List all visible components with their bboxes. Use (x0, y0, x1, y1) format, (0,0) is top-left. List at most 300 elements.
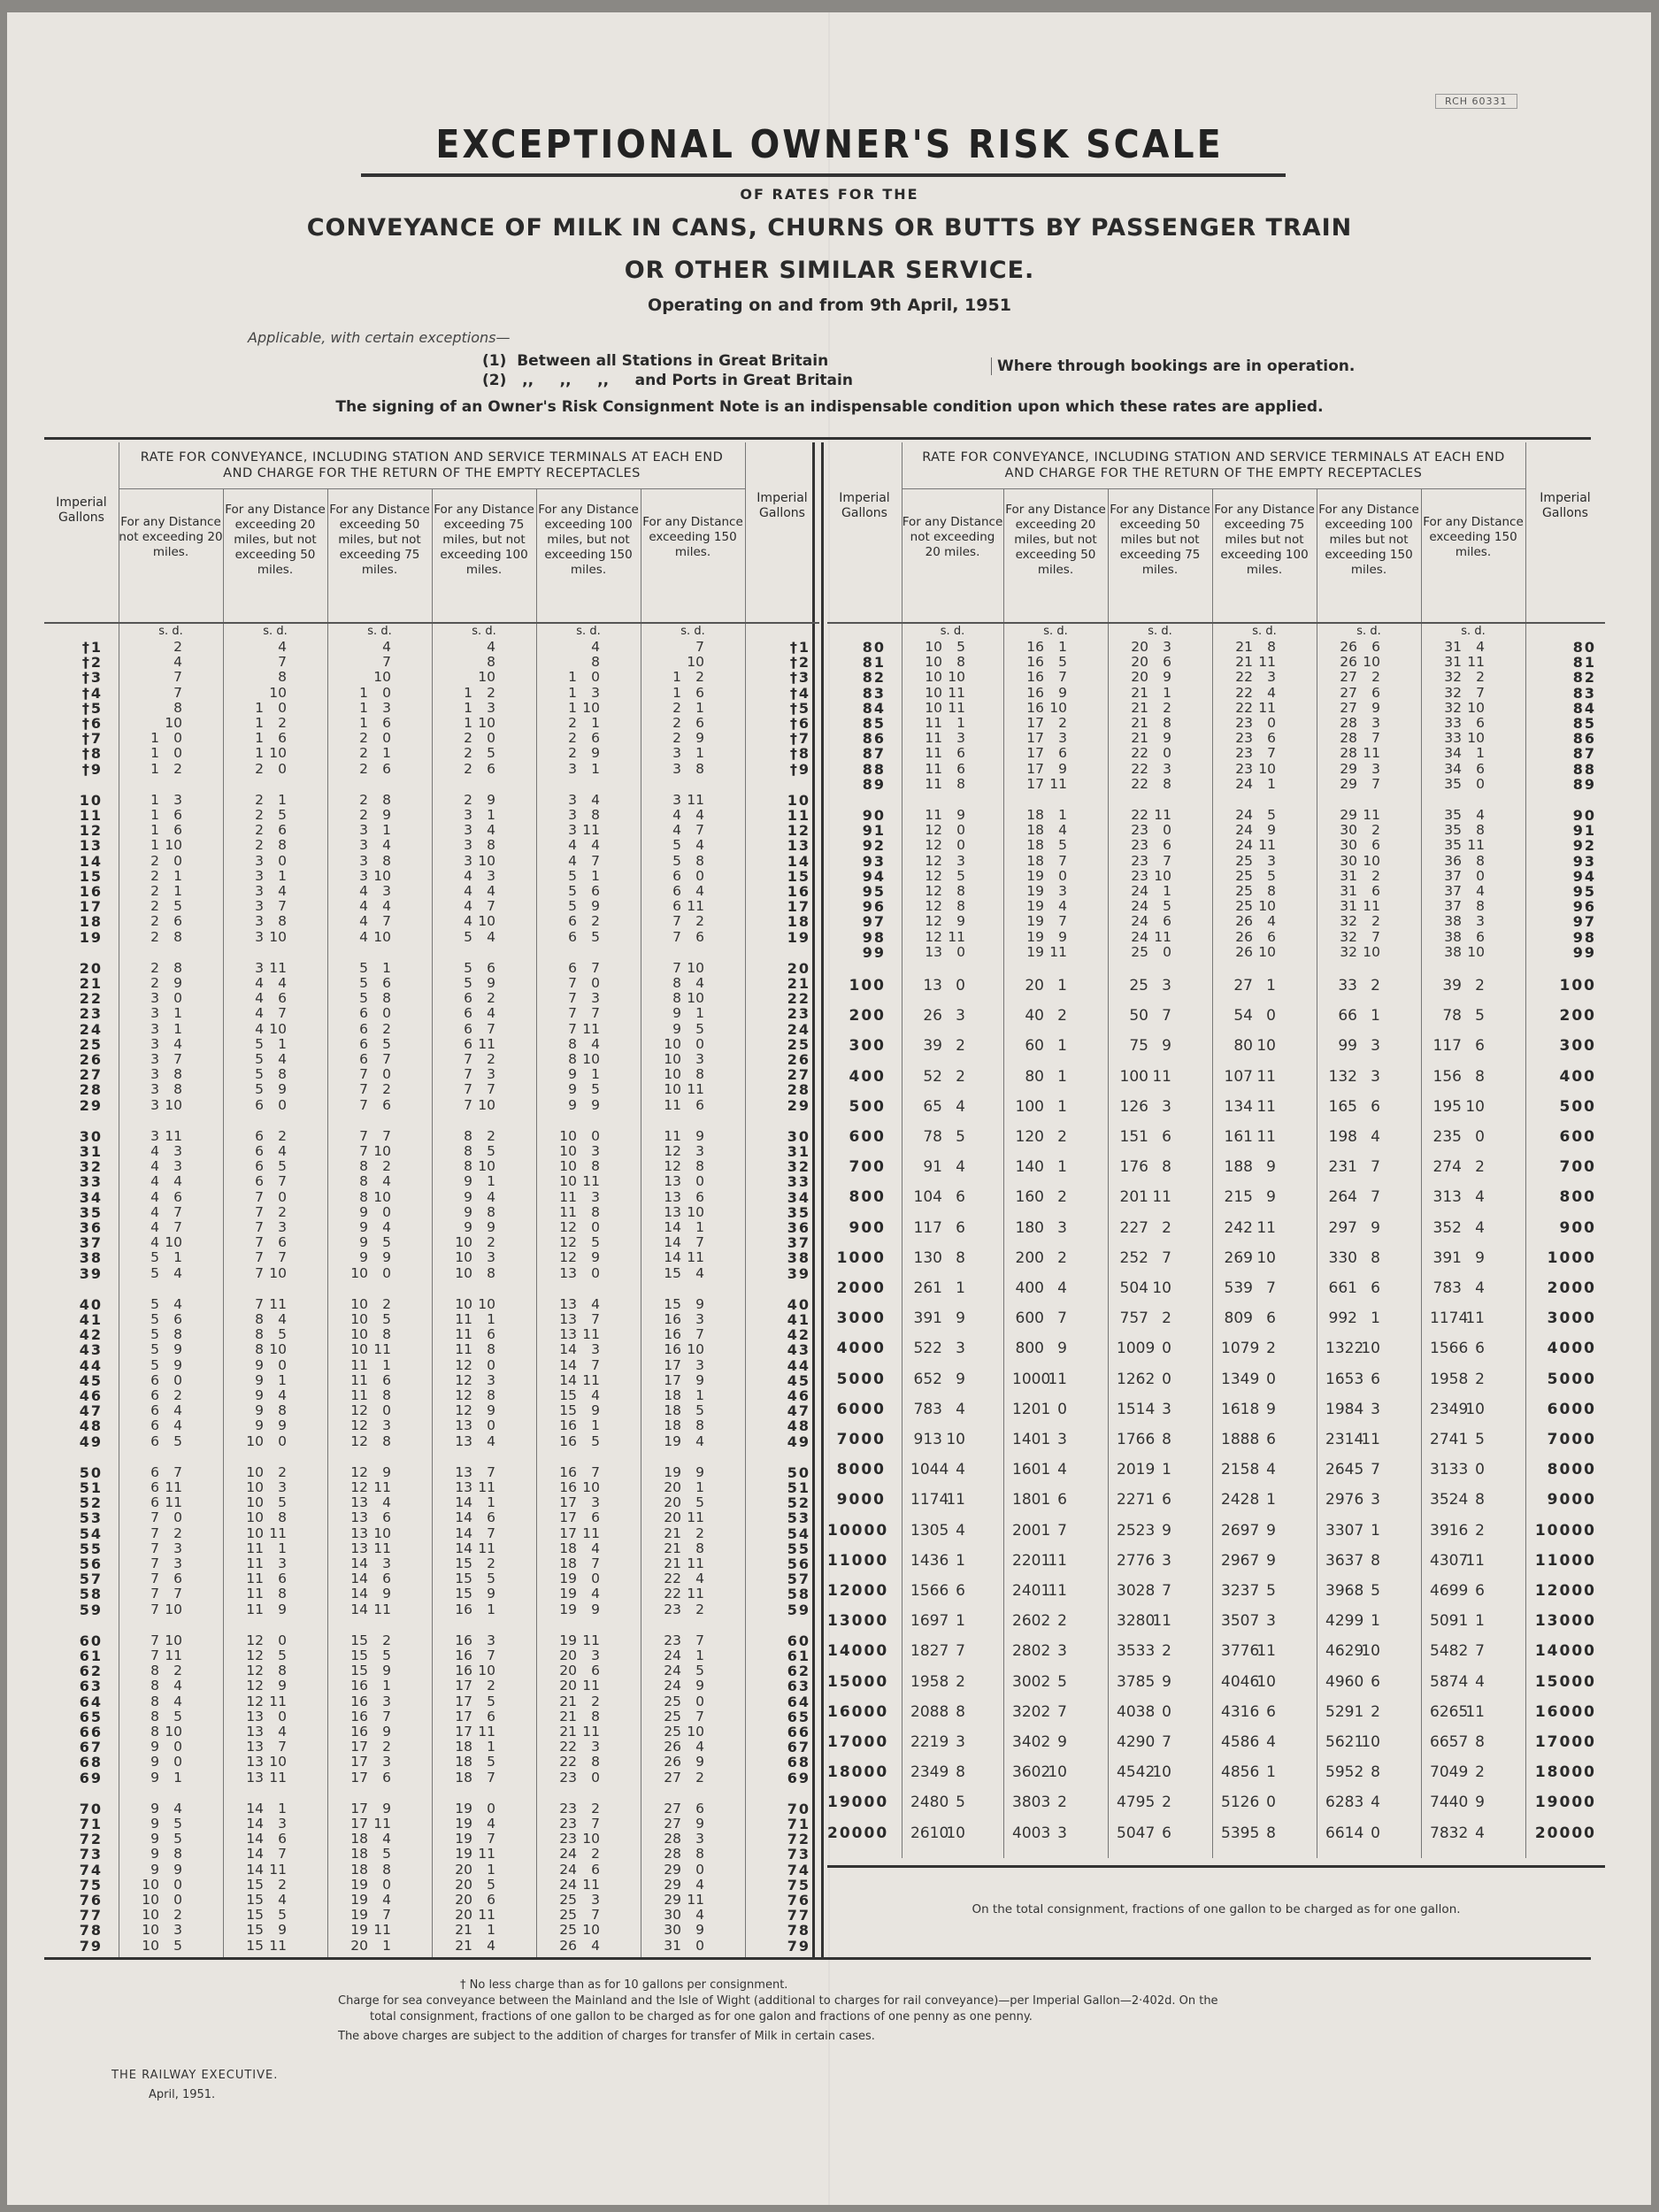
rate-cell: 10 2 (455, 1234, 495, 1251)
row-gallons: 96 (862, 898, 886, 916)
rate-cell: 7049 2 (1430, 1763, 1485, 1782)
rate-cell: 1 2 (255, 715, 287, 731)
rate-cell: 9 5 (359, 1234, 391, 1251)
column-rule (327, 488, 328, 1957)
rate-cell: 3 8 (672, 760, 704, 777)
rate-cell: 25 8 (1235, 883, 1276, 899)
rate-cell: 1 10 (464, 715, 495, 731)
rate-cell: 27 9 (1340, 699, 1380, 716)
row-gallons: 63 (787, 1678, 810, 1695)
rate-cell: 6 7 (464, 1020, 495, 1037)
rate-cell: 6 4 (150, 1417, 182, 1434)
rate-cell: 5 4 (672, 837, 704, 854)
rate-cell: 2523 9 (1117, 1521, 1171, 1540)
rate-cell: 10 (373, 669, 391, 686)
row-gallons: 15 (79, 867, 103, 885)
rate-cell: 6 0 (255, 1096, 287, 1113)
rate-cell: 5952 8 (1325, 1763, 1380, 1782)
row-gallons: 44 (787, 1356, 810, 1374)
rate-cell: 3 10 (464, 852, 495, 869)
rate-cell: 6 2 (464, 990, 495, 1007)
rate-cell: 377611 (1221, 1642, 1276, 1661)
rate-cell: 35 11 (1444, 837, 1485, 854)
rate-cell: 242 11 (1224, 1218, 1276, 1237)
row-gallons: 68 (787, 1754, 810, 1771)
row-gallons: †8 (81, 745, 103, 763)
rate-cell: 120 2 (1015, 1128, 1067, 1146)
row-gallons: 57 (787, 1571, 810, 1588)
rate-cell: 11 8 (455, 1341, 495, 1358)
rate-cell: 4 4 (150, 1173, 182, 1190)
rate-cell: 6 7 (359, 1051, 391, 1067)
rate-cell: 2 6 (150, 913, 182, 930)
rate-cell: 22 11 (1131, 807, 1171, 823)
rate-cell: 16 7 (664, 1326, 704, 1343)
rate-cell: 23 2 (664, 1601, 704, 1617)
rate-cell: 11 1 (246, 1540, 287, 1556)
rate-cell: 156 8 (1432, 1067, 1485, 1086)
row-gallons: 37 (787, 1234, 810, 1252)
rate-cell: 7 (278, 654, 287, 671)
rate-cell: 7 7 (150, 1586, 182, 1602)
rate-cell: 9 1 (150, 1769, 182, 1786)
rate-cell: 9 5 (150, 1816, 182, 1832)
rate-header: RATE FOR CONVEYANCE, INCLUDING STATION AND SERVICE TERMINALS AT EACH END AND CHARGE FOR THE RETURN OF THE EMPTY RECEPTACLES (140, 450, 724, 480)
rate-cell: 9 9 (359, 1249, 391, 1266)
row-gallons: 900 (1559, 1218, 1596, 1237)
rate-cell: 17 9 (664, 1371, 704, 1388)
row-gallons: 56 (787, 1555, 810, 1572)
row-gallons: 33 (79, 1173, 103, 1191)
rate-cell: 1 0 (359, 684, 391, 701)
rate-cell: 8 2 (359, 1158, 391, 1175)
rate-cell: 4 (173, 654, 182, 671)
rate-cell: 7 11 (568, 1020, 600, 1037)
rate-cell: 4 7 (150, 1219, 182, 1235)
rate-cell: 1 6 (255, 730, 287, 747)
row-gallons: †7 (81, 730, 103, 748)
rate-cell: 1566 6 (910, 1582, 965, 1600)
column-header: For any Distance exceeding 150 miles. (1423, 515, 1524, 559)
rate-cell: 6 0 (672, 867, 704, 884)
rate-cell: 7 2 (150, 1525, 182, 1541)
operating-date: Operating on and from 9th April, 1951 (648, 296, 1011, 315)
rate-cell: 22 11 (1235, 699, 1276, 716)
rate-cell: 227 2 (1119, 1218, 1171, 1237)
rate-cell: 7 3 (255, 1219, 287, 1235)
rate-cell: 32 10 (1444, 699, 1485, 716)
rate-cell: 10 5 (246, 1494, 287, 1511)
row-gallons: 49 (79, 1432, 103, 1450)
rate-cell: 1 6 (672, 684, 704, 701)
rate-cell: 8 5 (150, 1708, 182, 1724)
rate-cell: 1 2 (464, 684, 495, 701)
row-gallons: 50 (79, 1463, 103, 1481)
rate-cell: 23 7 (664, 1632, 704, 1648)
row-gallons: 28 (787, 1081, 810, 1099)
rate-cell: 17 2 (350, 1739, 391, 1755)
rate-cell: 4316 6 (1221, 1702, 1276, 1721)
rate-cell: 1 3 (359, 699, 391, 716)
rate-cell: 18 8 (350, 1861, 391, 1878)
rate-cell: 6 0 (359, 1005, 391, 1022)
rate-cell: 16 9 (350, 1724, 391, 1740)
rate-cell: 78 5 (923, 1128, 965, 1146)
rate-cell: 20 11 (664, 1509, 704, 1526)
rate-cell: 24 6 (559, 1861, 600, 1878)
rate-cell: 2158 4 (1221, 1461, 1276, 1479)
rate-cell: 21 9 (1131, 730, 1171, 747)
rate-cell: 7 (173, 669, 182, 686)
rate-cell: 20 11 (559, 1678, 600, 1694)
right-table-bottom-rule (827, 1865, 1605, 1868)
rate-cell: 10 10 (925, 669, 965, 686)
rate-cell: 3 8 (150, 1066, 182, 1083)
rate-cell: 1305 4 (910, 1521, 965, 1540)
rate-cell: 2 6 (672, 715, 704, 731)
row-gallons: 8000 (1547, 1461, 1596, 1479)
rate-cell: 11 9 (246, 1601, 287, 1617)
rate-cell: 1566 6 (1430, 1340, 1485, 1358)
rate-cell: 3803 2 (1012, 1793, 1067, 1812)
rate-cell: 1 2 (150, 760, 182, 777)
rate-cell: 10 2 (350, 1295, 391, 1312)
reference-number: RCH 60331 (1435, 94, 1517, 109)
rate-cell: 13 11 (559, 1326, 600, 1343)
rate-cell: 29 11 (664, 1892, 704, 1908)
rate-cell: 11 9 (925, 807, 965, 823)
rate-cell: 4 4 (568, 837, 600, 854)
rate-cell: 4003 3 (1012, 1824, 1067, 1842)
row-gallons: 71 (79, 1816, 103, 1832)
rate-cell: 117 6 (913, 1218, 965, 1237)
rate-cell: 20 3 (1131, 639, 1171, 655)
column-rule (1421, 488, 1422, 1858)
rate-cell: 35 0 (1444, 775, 1485, 792)
row-gallons: 10 (787, 791, 810, 809)
rate-cell: 328011 (1117, 1612, 1171, 1631)
rate-cell: 5874 4 (1430, 1672, 1485, 1691)
row-gallons: 80 (862, 639, 886, 656)
sd-label: s. d. (1043, 625, 1068, 638)
row-gallons: 53 (79, 1509, 103, 1527)
rate-cell: 539 7 (1224, 1279, 1276, 1297)
row-gallons: 32 (787, 1158, 810, 1176)
row-gallons: 96 (1572, 898, 1596, 916)
rate-cell: 2776 3 (1117, 1551, 1171, 1570)
row-gallons: 66 (79, 1724, 103, 1740)
rate-cell: 16 1 (455, 1601, 495, 1617)
rate-cell: 7 2 (464, 1051, 495, 1067)
rate-cell: 11 1 (455, 1311, 495, 1327)
rate-cell: 14 11 (664, 1249, 704, 1266)
rate-cell: 2602 2 (1012, 1612, 1067, 1631)
row-gallons: 13 (79, 837, 103, 855)
rate-cell: 22 0 (1131, 745, 1171, 762)
row-gallons: 14 (79, 852, 103, 870)
row-gallons: 61 (787, 1647, 810, 1664)
rate-cell: 14 7 (246, 1846, 287, 1863)
rate-cell: 25 7 (559, 1907, 600, 1924)
rate-cell: 16 10 (1026, 699, 1067, 716)
rate-cell: 4 (382, 639, 391, 655)
row-gallons: 12000 (827, 1582, 889, 1600)
rate-cell: 35 4 (1444, 807, 1485, 823)
rate-cell: 16 5 (1026, 654, 1067, 671)
rate-cell: 3 11 (150, 1127, 182, 1144)
row-gallons: 98 (1572, 928, 1596, 946)
rate-cell: 1827 7 (910, 1642, 965, 1661)
rate-cell: 1958 2 (1430, 1370, 1485, 1388)
rate-cell: 126 3 (1119, 1097, 1171, 1116)
rate-cell: 21 11 (1235, 654, 1276, 671)
rate-cell: 16 3 (455, 1632, 495, 1648)
rate-cell: 15 4 (559, 1387, 600, 1403)
row-gallons: 86 (862, 730, 886, 748)
row-gallons: 92 (862, 837, 886, 855)
fractions-note: On the total consignment, fractions of one gallon to be charged as for one gallon. (972, 1902, 1461, 1916)
rate-cell: 5 6 (359, 975, 391, 991)
rate-cell: 454210 (1117, 1763, 1171, 1782)
row-gallons: 5000 (836, 1370, 886, 1388)
rate-cell: 18 7 (1026, 852, 1067, 869)
row-gallons: 45 (79, 1371, 103, 1389)
rate-cell: 1984 3 (1325, 1400, 1380, 1418)
rate-cell: 24 5 (1235, 807, 1276, 823)
rate-cell: 6 7 (255, 1173, 287, 1190)
rate-cell: 8 10 (568, 1051, 600, 1067)
rate-cell: 188 9 (1224, 1158, 1276, 1177)
rate-cell: 9 0 (150, 1739, 182, 1755)
rate-cell: 40 2 (1025, 1007, 1067, 1025)
row-gallons: 400 (849, 1067, 886, 1086)
rate-cell: 18 5 (350, 1846, 391, 1863)
rate-cell: 26 4 (664, 1739, 704, 1755)
row-gallons: 59 (79, 1601, 103, 1618)
row-gallons: 14 (787, 852, 810, 870)
rate-cell: 4856 1 (1221, 1763, 1276, 1782)
rate-cell: 12 8 (350, 1432, 391, 1449)
rate-cell: 11 8 (559, 1203, 600, 1220)
rate-cell: 2 1 (150, 867, 182, 884)
rate-cell: 2 1 (672, 699, 704, 716)
row-gallons: 30 (787, 1127, 810, 1145)
rate-cell: 240111 (1012, 1582, 1067, 1600)
row-gallons: 12 (79, 822, 103, 840)
column-rule (536, 488, 537, 1957)
exception-text: Between all Stations in Great Britain (517, 352, 829, 370)
column-header: For any Distance exceeding 50 miles, but not exceeding 75 miles. (329, 503, 430, 577)
rate-cell: 14 7 (455, 1525, 495, 1541)
row-gallons: 19000 (1534, 1793, 1596, 1812)
row-gallons: †8 (789, 745, 810, 763)
rate-cell: 1 0 (255, 699, 287, 716)
row-gallons: 73 (79, 1846, 103, 1863)
rate-cell: 8 (173, 699, 182, 716)
rate-cell: 20 6 (455, 1892, 495, 1908)
gallons-header: Imperial Gallons (839, 491, 890, 520)
rate-cell: 17 6 (1026, 745, 1067, 762)
column-header: For any Distance not exceeding 20 miles. (119, 515, 223, 559)
rate-cell: 39 2 (923, 1037, 965, 1056)
rate-cell: 23 6 (1131, 837, 1171, 854)
column-header: For any Distance exceeding 75 miles but not exceeding 100 miles. (1214, 503, 1315, 577)
row-gallons: 64 (787, 1693, 810, 1710)
row-gallons: 58 (79, 1586, 103, 1603)
rate-cell: 11 3 (559, 1188, 600, 1205)
row-gallons: †7 (789, 730, 810, 748)
rate-cell: 12 0 (246, 1632, 287, 1648)
rate-cell: 1 6 (150, 822, 182, 839)
rate-cell: 3133 0 (1430, 1461, 1485, 1479)
rate-cell: 6 11 (464, 1035, 495, 1052)
rate-cell: 16 5 (559, 1432, 600, 1449)
rate-cell: 1349 0 (1221, 1370, 1276, 1388)
rate-cell: 37 8 (1444, 898, 1485, 915)
rate-cell: 13 10 (350, 1525, 391, 1541)
rate-cell: 6 11 (150, 1494, 182, 1511)
column-rule (1108, 488, 1109, 1858)
rate-header-rule (902, 488, 1525, 489)
row-gallons: 11000 (1534, 1551, 1596, 1570)
rate-cell: 7 2 (359, 1081, 391, 1098)
rate-cell: 8 2 (464, 1127, 495, 1144)
rate-cell: 430711 (1430, 1551, 1485, 1570)
rate-cell: 15 9 (559, 1402, 600, 1419)
row-gallons: 74 (79, 1861, 103, 1878)
table-top-rule (44, 437, 1591, 440)
rate-cell: 14 11 (246, 1861, 287, 1878)
rate-cell: 5 8 (150, 1326, 182, 1343)
rate-cell: 17 11 (559, 1525, 600, 1541)
rate-cell: 2349 8 (910, 1763, 965, 1782)
rate-cell: 10 0 (350, 1264, 391, 1281)
rate-cell: 26 6 (1340, 639, 1380, 655)
rate-cell: 7 10 (464, 1096, 495, 1113)
rate-cell: 14 11 (559, 1371, 600, 1388)
rate-cell: 195 10 (1432, 1097, 1485, 1116)
rate-cell: 2480 5 (910, 1793, 965, 1812)
row-gallons: 18 (79, 913, 103, 931)
rate-cell: 7 2 (255, 1203, 287, 1220)
rate-cell: 12 8 (455, 1387, 495, 1403)
rate-cell: 6283 4 (1325, 1793, 1380, 1812)
rate-cell: 104 6 (913, 1188, 965, 1207)
row-gallons: 23 (79, 1005, 103, 1023)
row-gallons: 21 (787, 975, 810, 992)
sd-label: s. d. (472, 625, 496, 638)
rate-cell: 32 7 (1444, 684, 1485, 701)
row-gallons: 86 (1572, 730, 1596, 748)
rate-cell: 1618 9 (1221, 1400, 1276, 1418)
rate-cell: 626511 (1430, 1702, 1485, 1721)
rate-cell: 4 7 (359, 913, 391, 930)
rate-cell: 3 10 (150, 1096, 182, 1113)
row-gallons: 9000 (836, 1491, 886, 1509)
row-gallons: †3 (789, 669, 810, 687)
row-gallons: 43 (787, 1341, 810, 1359)
row-gallons: 7000 (836, 1431, 886, 1448)
row-gallons: 26 (787, 1051, 810, 1068)
rate-cell: 16 7 (559, 1463, 600, 1480)
rate-cell: 15 9 (350, 1663, 391, 1679)
rate-cell: 32 2 (1340, 913, 1380, 930)
rate-cell: 180 3 (1015, 1218, 1067, 1237)
rate-cell: 29 4 (664, 1876, 704, 1893)
row-gallons: 4000 (836, 1340, 886, 1358)
rate-cell: 13 0 (923, 977, 965, 995)
rate-cell: 20 5 (455, 1876, 495, 1893)
rate-cell: 33 6 (1444, 715, 1485, 731)
row-gallons: 51 (79, 1479, 103, 1496)
rate-cell: 29 11 (1340, 807, 1380, 823)
rate-cell: 15 9 (246, 1922, 287, 1939)
row-gallons: 71 (787, 1816, 810, 1832)
rate-header: RATE FOR CONVEYANCE, INCLUDING STATION AND SERVICE TERMINALS AT EACH END AND CHARGE FOR THE RETURN OF THE EMPTY RECEPTACLES (922, 450, 1505, 480)
rate-cell: 15 9 (664, 1295, 704, 1312)
rate-cell: 12 5 (925, 867, 965, 884)
rate-cell: 15 5 (350, 1647, 391, 1663)
rate-cell: 21 11 (559, 1724, 600, 1740)
rate-cell: 391 9 (913, 1310, 965, 1328)
rate-cell: 14 1 (246, 1800, 287, 1816)
column-header: For any Distance exceeding 20 miles, but not exceeding 50 miles. (1005, 503, 1106, 577)
rate-cell: 6 7 (568, 959, 600, 976)
rate-cell: 18 4 (1026, 822, 1067, 839)
rate-cell: 6 2 (150, 1387, 182, 1403)
rate-cell: 3 11 (568, 822, 600, 839)
row-gallons: 87 (862, 745, 886, 763)
row-gallons: 100 (849, 977, 886, 995)
row-gallons: 200 (1559, 1007, 1596, 1025)
rate-cell: 11 6 (246, 1571, 287, 1587)
row-gallons: 91 (862, 822, 886, 840)
rate-cell: 12 8 (664, 1158, 704, 1175)
rate-cell: 15 2 (350, 1632, 391, 1648)
rate-cell: 1 6 (150, 807, 182, 823)
rate-cell: 24 9 (664, 1678, 704, 1694)
rate-cell: 17 3 (350, 1754, 391, 1770)
rate-cell: 22 8 (559, 1754, 600, 1770)
row-gallons: 94 (1572, 867, 1596, 885)
rate-cell: 7 11 (150, 1647, 182, 1663)
rate-cell: 37 4 (1444, 883, 1485, 899)
rate-cell: 2 5 (150, 898, 182, 915)
rate-cell: 4299 1 (1325, 1612, 1380, 1631)
rate-cell: 24 9 (1235, 822, 1276, 839)
rate-cell: 31 6 (1340, 883, 1380, 899)
row-gallons: †4 (81, 684, 103, 702)
row-gallons: 58 (787, 1586, 810, 1603)
rate-cell: 2 1 (150, 883, 182, 899)
subtitle-line-1: CONVEYANCE OF MILK IN CANS, CHURNS OR BUTTS BY PASSENGER TRAIN (306, 214, 1353, 242)
rate-cell: 5 9 (568, 898, 600, 915)
rate-cell: 22 3 (1235, 669, 1276, 686)
rate-cell: 24 2 (559, 1846, 600, 1863)
rate-cell: 14 1 (664, 1219, 704, 1235)
rate-cell: 522 3 (913, 1340, 965, 1358)
rate-cell: 269 10 (1224, 1248, 1276, 1267)
column-header: For any Distance not exceeding 20 miles. (902, 515, 1003, 559)
rate-cell: 17 6 (559, 1509, 600, 1526)
rate-cell: 107 11 (1224, 1067, 1276, 1086)
rate-cell: 3 1 (359, 822, 391, 839)
row-gallons: 47 (79, 1402, 103, 1420)
row-gallons: 80 (1572, 639, 1596, 656)
rate-cell: 10 11 (664, 1081, 704, 1098)
rate-cell: 10 0 (664, 1035, 704, 1052)
rate-cell: 11 6 (455, 1326, 495, 1343)
